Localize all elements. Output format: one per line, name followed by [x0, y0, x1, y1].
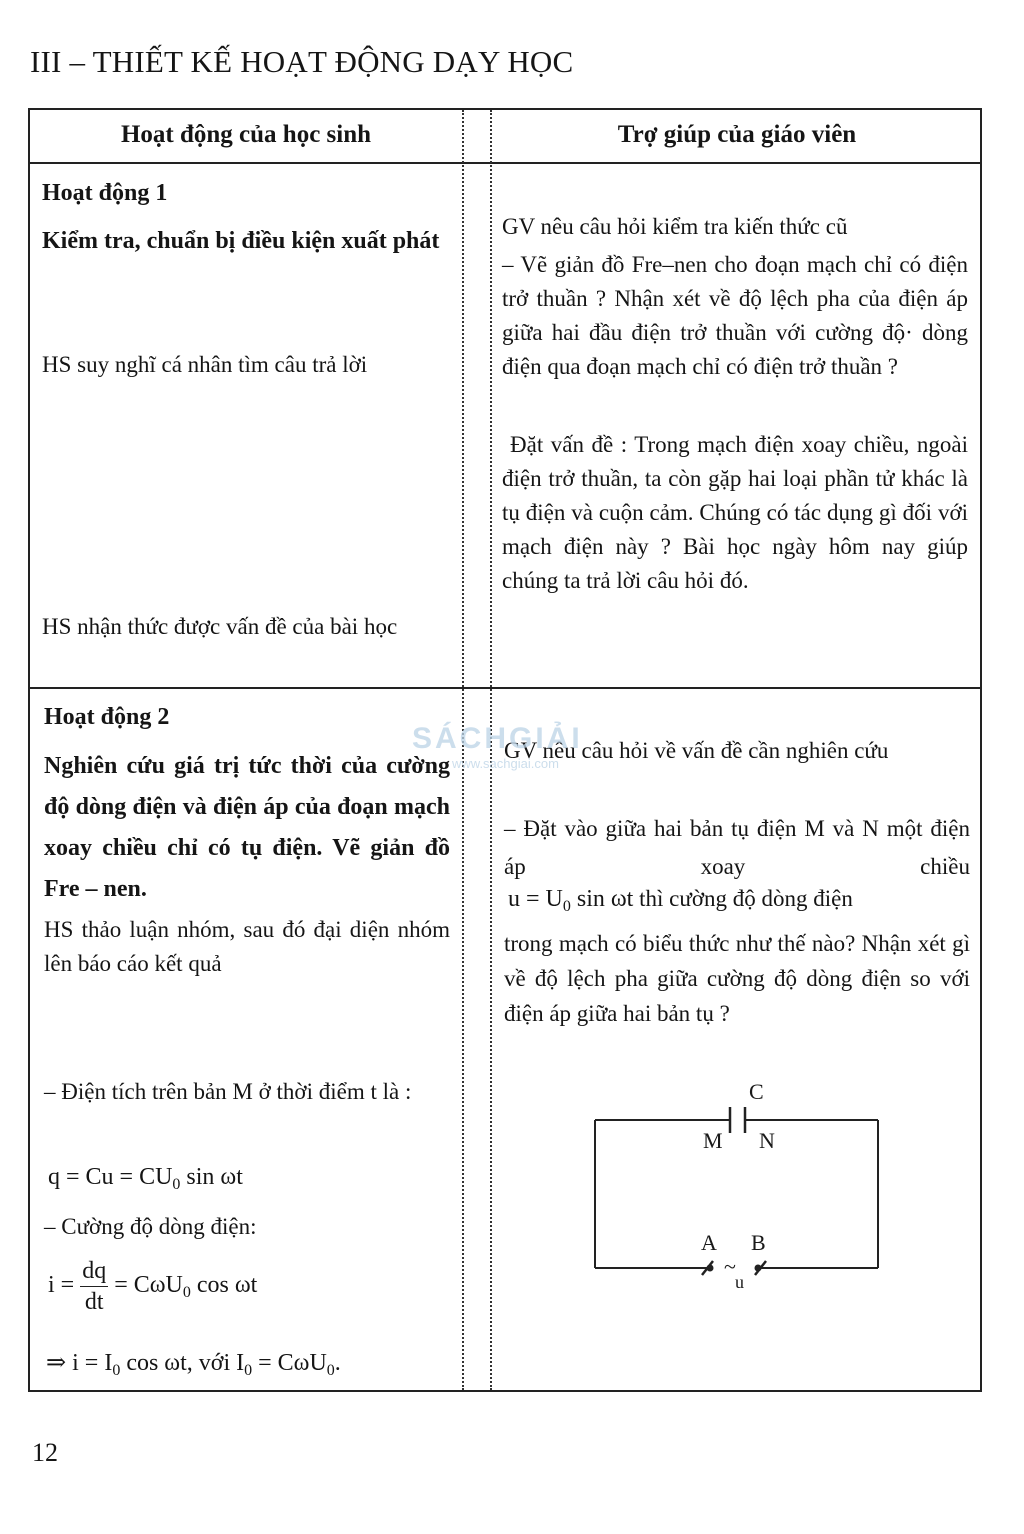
- column-divider-right: [490, 110, 492, 1390]
- activity1-student-line1: HS suy nghĩ cá nhân tìm câu trả lời: [42, 352, 368, 377]
- watermark-url: www.sachgiai.com: [452, 756, 559, 771]
- label-b: B: [751, 1230, 766, 1255]
- activity2-student-line1: HS thảo luận nhóm, sau đó đại diện nhóm lên báo cáo kết quả: [44, 917, 450, 976]
- header-student: Hoạt động của học sinh: [120, 121, 372, 148]
- terminal-b-icon: [755, 1265, 762, 1272]
- activity2-title: Hoạt động 2: [44, 704, 170, 730]
- activity1-subtitle: Kiểm tra, chuẩn bị điều kiện xuất phát: [42, 228, 440, 254]
- label-m: M: [703, 1128, 723, 1153]
- ac-source-icon: ~: [724, 1254, 736, 1279]
- activity2-student-charge: – Điện tích trên bản M ở thời điểm t là :: [44, 1079, 412, 1104]
- activity1-student-line2: HS nhận thức được vấn đề của bài học: [42, 614, 398, 639]
- page-number: 12: [32, 1438, 58, 1467]
- formula-charge: $q = Cu = CU_0$ sin ωt: [48, 1164, 243, 1193]
- activity2-student-current: – Cường độ dòng điện:: [44, 1214, 257, 1239]
- activity1-teacher-question: – Vẽ giản đồ Fre–nen cho đoạn mạch chỉ có điện trở thuần ? Nhận xét về độ lệch pha của điện áp giữa hai đầu điện trở thuần với cường độ· dòng điện qua đoạn mạch chỉ có điện trở thuần ?: [502, 252, 968, 379]
- label-u: u: [735, 1272, 744, 1292]
- activity2-teacher-intro: GV nêu câu hỏi về vấn đề cần nghiên cứu: [504, 738, 889, 763]
- capacitor-circuit-diagram: [585, 1075, 885, 1300]
- watermark-logo: SÁCHGIẢI: [412, 722, 583, 755]
- activity-divider: [30, 687, 980, 689]
- activity2-teacher-formula-line: $u = U_0$ sin ωt thì cường độ dòng điện: [508, 886, 853, 915]
- activity1-teacher-problem: Đặt vấn đề : Trong mạch điện xoay chiều, ngoài điện trở thuần, ta còn gặp hai loại phần tử khác là tụ điện và cuộn cảm. Chúng có tác dụng gì đối với mạch điện này ? Bài học ngày hôm nay giúp chúng ta trả lời câu hỏi đó.: [502, 432, 968, 593]
- header-teacher: Trợ giúp của giáo viên: [617, 121, 857, 148]
- section-title: III – THIẾT KẾ HOẠT ĐỘNG DẠY HỌC: [30, 44, 574, 79]
- formula-final: ⇒ $i = I_0$ cos ωt, với $I_0 = C\omega U_0$.: [46, 1350, 341, 1379]
- label-a: A: [701, 1230, 717, 1255]
- column-divider-left: [462, 110, 464, 1390]
- label-n: N: [759, 1128, 775, 1153]
- derivative-fraction: $\frac{dq}{dt}$: [82, 1258, 107, 1315]
- activity2-teacher-question-a: – Đặt vào giữa hai bản tụ điện M và N một điện áp xoay chiều: [504, 816, 970, 879]
- activity1-title: Hoạt động 1: [42, 180, 168, 206]
- label-c: C: [749, 1079, 764, 1104]
- activity1-teacher-intro: GV nêu câu hỏi kiểm tra kiến thức cũ: [502, 214, 848, 239]
- activity2-subtitle: Nghiên cứu giá trị tức thời của cường độ dòng điện và điện áp của đoạn mạch xoay chiều chỉ có tụ điện. Vẽ giản đồ Fre – nen.: [44, 753, 450, 902]
- header-divider: [30, 162, 980, 164]
- terminal-a-icon: [707, 1265, 714, 1272]
- formula-current: i = $\frac{dq}{dt}$ = CωU$_0$ cos ωt: [48, 1258, 258, 1315]
- activity2-teacher-question-c: trong mạch có biểu thức như thế nào? Nhận xét gì về độ lệch pha giữa cường độ dòng điện so với điện áp giữa hai bản tụ ?: [504, 931, 970, 1026]
